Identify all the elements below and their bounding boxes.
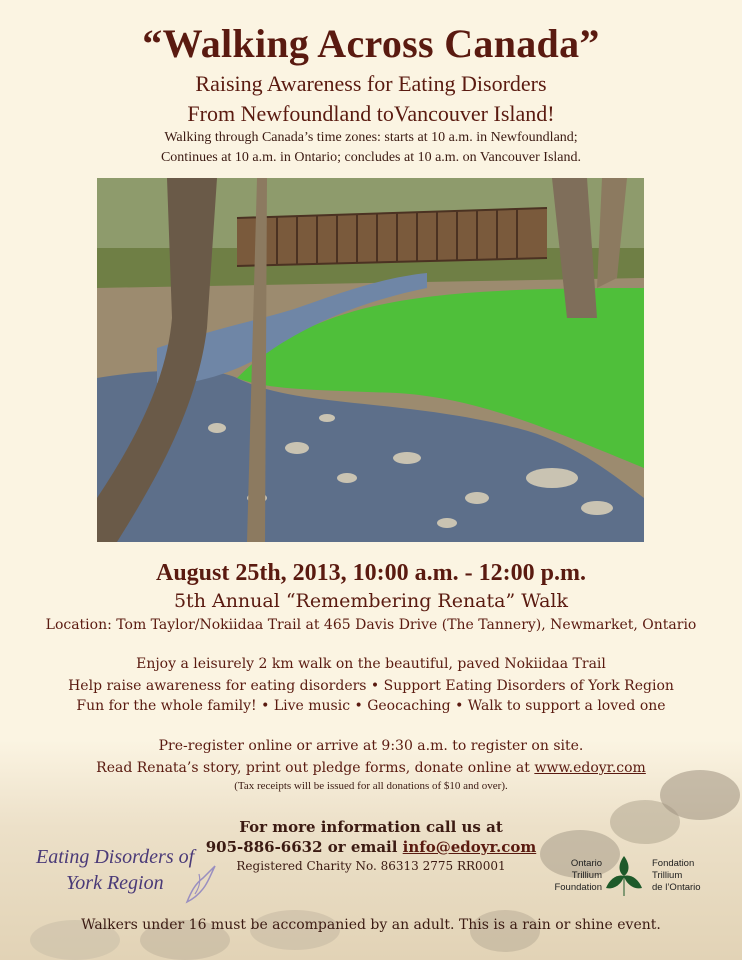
tax-receipt-note: (Tax receipts will be issued for all donations of $10 and over).	[234, 780, 508, 792]
email-link[interactable]: info@edoyr.com	[402, 838, 537, 856]
page-title: “Walking Across Canada”	[142, 21, 600, 66]
registration-line: Pre-register online or arrive at 9:30 a.m. to register on site.	[158, 738, 584, 754]
timezones-note-line1: Walking through Canada’s time zones: starts at 10 a.m. in Newfoundland;	[164, 130, 578, 145]
trillium-french-name: Fondation Trillium de l’Ontario	[652, 858, 701, 893]
description-line: Help raise awareness for eating disorders • Support Eating Disorders of York Region	[68, 678, 674, 694]
trail-creek-photo	[97, 178, 644, 542]
phone-number: 905-886-6632 or email	[205, 838, 403, 856]
subtitle-awareness: Raising Awareness for Eating Disorders	[195, 71, 547, 96]
dove-icon	[181, 864, 217, 904]
timezones-note-line2: Continues at 10 a.m. in Ontario; concludes at 10 a.m. on Vancouver Island.	[160, 150, 582, 165]
footer-note: Walkers under 16 must be accompanied by an adult. This is a rain or shine event.	[81, 917, 661, 933]
contact-heading: For more information call us at	[239, 818, 503, 836]
trillium-icon	[604, 854, 644, 898]
stone-shape	[660, 770, 740, 820]
walk-name: 5th Annual “Remembering Renata” Walk	[173, 590, 569, 612]
registration-prefix: Read Renata’s story, print out pledge forms, donate online at	[96, 760, 535, 776]
edoyr-logo	[36, 846, 226, 906]
registration-line	[0, 760, 742, 776]
description-line: Enjoy a leisurely 2 km walk on the beautiful, paved Nokiidaa Trail	[136, 656, 606, 672]
event-location: Location: Tom Taylor/Nokiidaa Trail at 465 Davis Drive (The Tannery), Newmarket, Ontario	[45, 617, 697, 633]
charity-number: Registered Charity No. 86313 2775 RR0001	[236, 859, 506, 873]
trillium-foundation-logo	[552, 854, 722, 898]
description-line: Fun for the whole family! • Live music • Geocaching • Walk to support a loved one	[76, 698, 666, 714]
logo-text-line1: Eating Disorders of	[36, 846, 195, 868]
website-link[interactable]: www.edoyr.com	[534, 760, 646, 776]
event-date-time: August 25th, 2013, 10:00 a.m. - 12:00 p.m.	[155, 560, 586, 586]
logo-text-line2: York Region	[66, 872, 164, 894]
subtitle-route: From Newfoundland toVancouver Island!	[187, 101, 555, 126]
trillium-english-name: Ontario Trillium Foundation	[554, 858, 602, 893]
